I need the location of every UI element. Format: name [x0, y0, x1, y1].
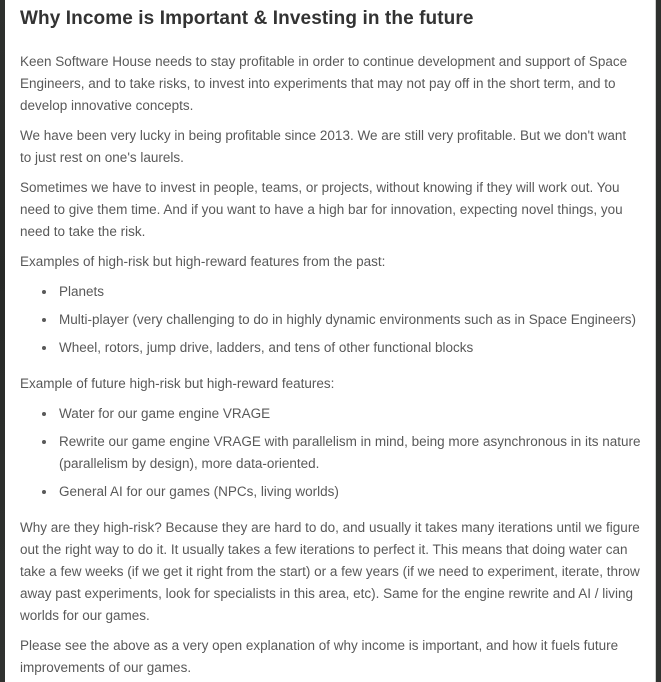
paragraph-invest-in-people: Sometimes we have to invest in people, teams, or projects, without knowing if they will work out. You need to give them time. And if you want to have a high bar for innovation, expecting novel things, you need to take the risk.	[20, 180, 623, 239]
article	[5, 0, 656, 682]
list-item-vrage-rewrite: • Rewrite our game engine VRAGE with parallelism in mind, being more asynchronous in its nature (parallelism by design), more data-oriented.	[57, 431, 641, 475]
page-background-edge-right	[656, 0, 661, 682]
past-features-heading: Examples of high-risk but high-reward features from the past:	[20, 254, 386, 269]
future-features-heading: Example of future high-risk but high-reward features:	[20, 376, 335, 391]
list-item-general-ai: • General AI for our games (NPCs, living worlds)	[57, 481, 641, 503]
paragraph-profitability: Keen Software House needs to stay profitable in order to continue development and support of Space Engineers, and to take risks, to invest into experiments that may not pay off in the short term, and to develop innovative concepts.	[20, 54, 628, 113]
paragraph-why-high-risk: Why are they high-risk? Because they are hard to do, and usually it takes many iterations until we figure out the right way to do it. It usually takes a few iterations to perfect it. This means that doing water can take a few weeks (if we get it right from the start) or a few years (if we need to experiment, iterate, throw away past experiments, look for specialists in this area, etc). Same for the engine rewrite and AI / living worlds for our games.	[20, 520, 640, 623]
future-features-list	[20, 403, 641, 503]
list-item-functional-blocks: • Wheel, rotors, jump drive, ladders, and tens of other functional blocks	[57, 337, 641, 359]
paragraph-lucky-since-2013: We have been very lucky in being profitable since 2013. We are still very profitable. But we don't want to just rest on one's laurels.	[20, 128, 627, 165]
list-item-multiplayer: • Multi-player (very challenging to do in highly dynamic environments such as in Space Engineers)	[57, 309, 641, 331]
list-item-planets: • Planets	[57, 281, 641, 303]
list-item-water-vrage: • Water for our game engine VRAGE	[57, 403, 641, 425]
past-features-list	[20, 281, 641, 359]
page-title: Why Income is Important & Investing in the future	[20, 8, 474, 29]
paragraph-closing: Please see the above as a very open explanation of why income is important, and how it fuels future improvements of our games.	[20, 638, 619, 675]
